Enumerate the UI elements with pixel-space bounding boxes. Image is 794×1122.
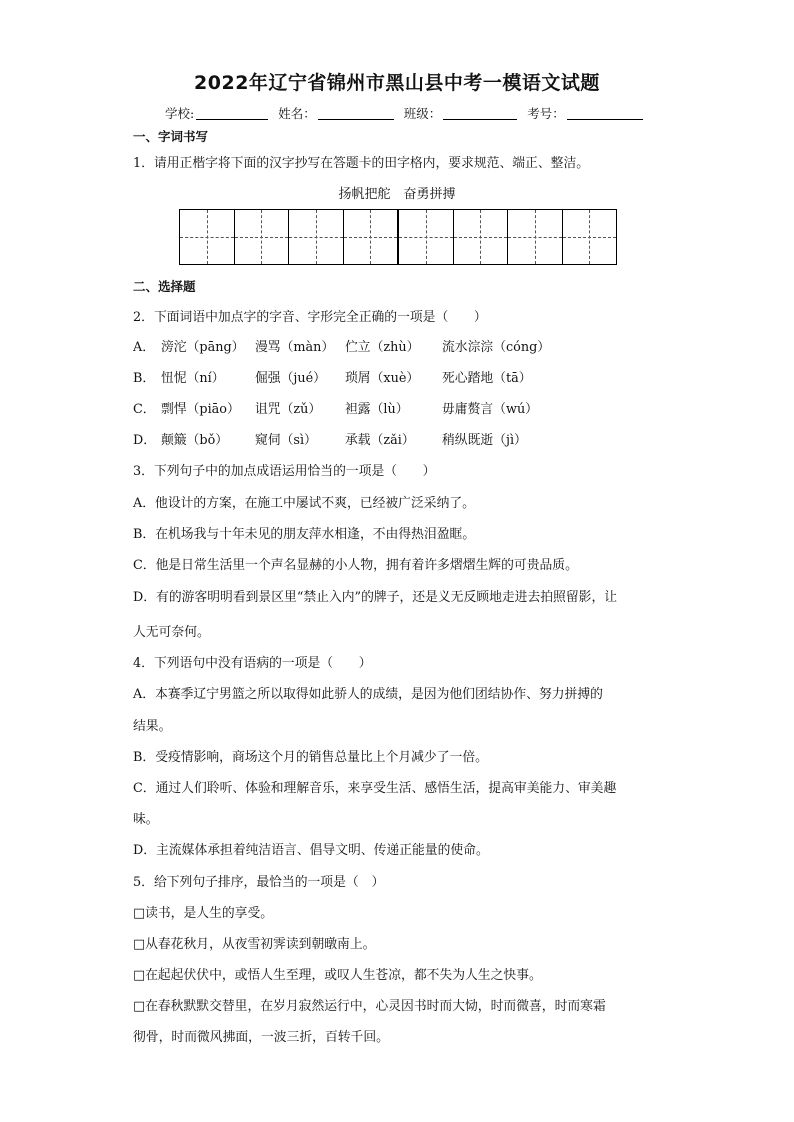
section-heading-1: 一、字词书写 bbox=[133, 129, 209, 144]
question-4-option-d: D．主流媒体承担着纯洁语言、倡导文明、传递正能量的使命。 bbox=[133, 843, 489, 858]
question-3-stem: 3．下列句子中的加点成语运用恰当的一项是（ ） bbox=[133, 464, 436, 479]
option-word: 琐屑（xuè） bbox=[345, 371, 420, 386]
school-label: 学校: bbox=[165, 106, 195, 121]
class-label: 班级： bbox=[403, 106, 442, 121]
grid-cell[interactable] bbox=[288, 210, 343, 264]
question-2-option-a bbox=[133, 336, 550, 355]
question-3-option-d-cont: 人无可奈何。 bbox=[133, 625, 210, 640]
question-4-stem: 4．下列语句中没有语病的一项是（ ） bbox=[133, 656, 372, 671]
option-word: 伫立（zhù） bbox=[345, 340, 420, 355]
option-word: 倔强（jué） bbox=[255, 371, 326, 386]
question-5-sentence-4: □在春秋默默交替里，在岁月寂然运行中，心灵因书时而大恸，时而微喜，时而寒霜 bbox=[133, 999, 606, 1014]
question-4-option-b: B．受疫情影响，商场这个月的销售总量比上个月减少了一倍。 bbox=[133, 750, 488, 765]
grid-cell[interactable] bbox=[453, 210, 508, 264]
grid-cell[interactable] bbox=[180, 210, 234, 264]
grid-cell[interactable] bbox=[562, 210, 617, 264]
question-4-option-a: A．本赛季辽宁男篮之所以取得如此骄人的成绩，是因为他们团结协作、努力拼搏的 bbox=[133, 687, 603, 702]
option-word: 滂沱（pāng） bbox=[161, 340, 245, 355]
question-5-sentence-2: □从春花秋月，从夜雪初霁读到朝暾南上。 bbox=[133, 937, 376, 952]
school-field[interactable] bbox=[196, 106, 268, 120]
option-word: 毋庸赘言（wú） bbox=[442, 402, 538, 417]
option-word: 流水淙淙（cóng） bbox=[442, 340, 551, 355]
question-5-sentence-3: □在起起伏伏中，或悟人生至理，或叹人生苍凉，都不失为人生之快事。 bbox=[133, 968, 542, 983]
option-word: 颠簸（bǒ） bbox=[161, 433, 229, 448]
option-letter: C． bbox=[133, 402, 156, 417]
writing-grid[interactable] bbox=[179, 209, 617, 265]
question-2-option-b bbox=[133, 367, 532, 386]
option-word: 袒露（lù） bbox=[345, 402, 409, 417]
question-5-stem: 5．给下列句子排序，最恰当的一项是（ ） bbox=[133, 875, 385, 890]
option-word: 稍纵既逝（jì） bbox=[442, 433, 527, 448]
page-title: 2022年辽宁省锦州市黑山县中考一模语文试题 bbox=[194, 72, 600, 94]
class-field[interactable] bbox=[443, 106, 517, 120]
question-3-option-b: B．在机场我与十年未见的朋友萍水相逢，不由得热泪盈眶。 bbox=[133, 527, 476, 542]
question-4-option-a-cont: 结果。 bbox=[133, 719, 172, 734]
question-2-option-c bbox=[133, 398, 538, 417]
grid-cell[interactable] bbox=[343, 210, 398, 264]
option-word: 漫骂（màn） bbox=[255, 340, 335, 355]
grid-cell[interactable] bbox=[397, 210, 453, 264]
question-3-option-a: A．他设计的方案，在施工中屡试不爽，已经被广泛采纳了。 bbox=[133, 496, 475, 511]
option-letter: D． bbox=[133, 433, 157, 448]
name-label: 姓名： bbox=[278, 106, 316, 121]
option-word: 死心踏地（tā） bbox=[442, 371, 532, 386]
option-word: 窥伺（sì） bbox=[255, 433, 317, 448]
question-5-sentence-1: □读书，是人生的享受。 bbox=[133, 906, 274, 921]
question-1: 1．请用正楷字将下面的汉字抄写在答题卡的田字格内，要求规范、端正、整洁。 bbox=[133, 156, 590, 171]
student-info-line bbox=[165, 104, 649, 122]
question-3-option-c: C．他是日常生活里一个声名显赫的小人物，拥有着许多熠熠生辉的可贵品质。 bbox=[133, 558, 578, 573]
question-5-sentence-4-cont: 彻骨，时而微风拂面，一波三折，百转千回。 bbox=[133, 1030, 389, 1045]
option-word: 诅咒（zǔ） bbox=[255, 402, 322, 417]
question-3-option-d: D．有的游客明明看到景区里“禁止入内”的牌子，还是义无反顾地走进去拍照留影，让 bbox=[133, 590, 618, 605]
option-letter: A． bbox=[133, 340, 156, 355]
option-word: 承载（zǎi） bbox=[345, 433, 415, 448]
question-4-option-c-cont: 味。 bbox=[133, 812, 159, 827]
name-field[interactable] bbox=[318, 106, 394, 120]
question-4-option-c: C．通过人们聆听、体验和理解音乐，来享受生活、感悟生活，提高审美能力、审美趣 bbox=[133, 781, 617, 796]
exam-no-label: 考号： bbox=[527, 106, 565, 121]
grid-cell[interactable] bbox=[234, 210, 289, 264]
option-letter: B． bbox=[133, 371, 156, 386]
section-heading-2: 二、选择题 bbox=[133, 279, 196, 294]
exam-no-field[interactable] bbox=[567, 106, 643, 120]
option-word: 剽悍（piāo） bbox=[161, 402, 240, 417]
question-2-stem: 2．下面词语中加点字的字音、字形完全正确的一项是（ ） bbox=[133, 310, 487, 325]
option-word: 忸怩（ní） bbox=[161, 371, 225, 386]
question-2-option-d bbox=[133, 429, 527, 448]
grid-cell[interactable] bbox=[507, 210, 562, 264]
copy-words: 扬帆把舵 奋勇拼搏 bbox=[338, 187, 456, 202]
